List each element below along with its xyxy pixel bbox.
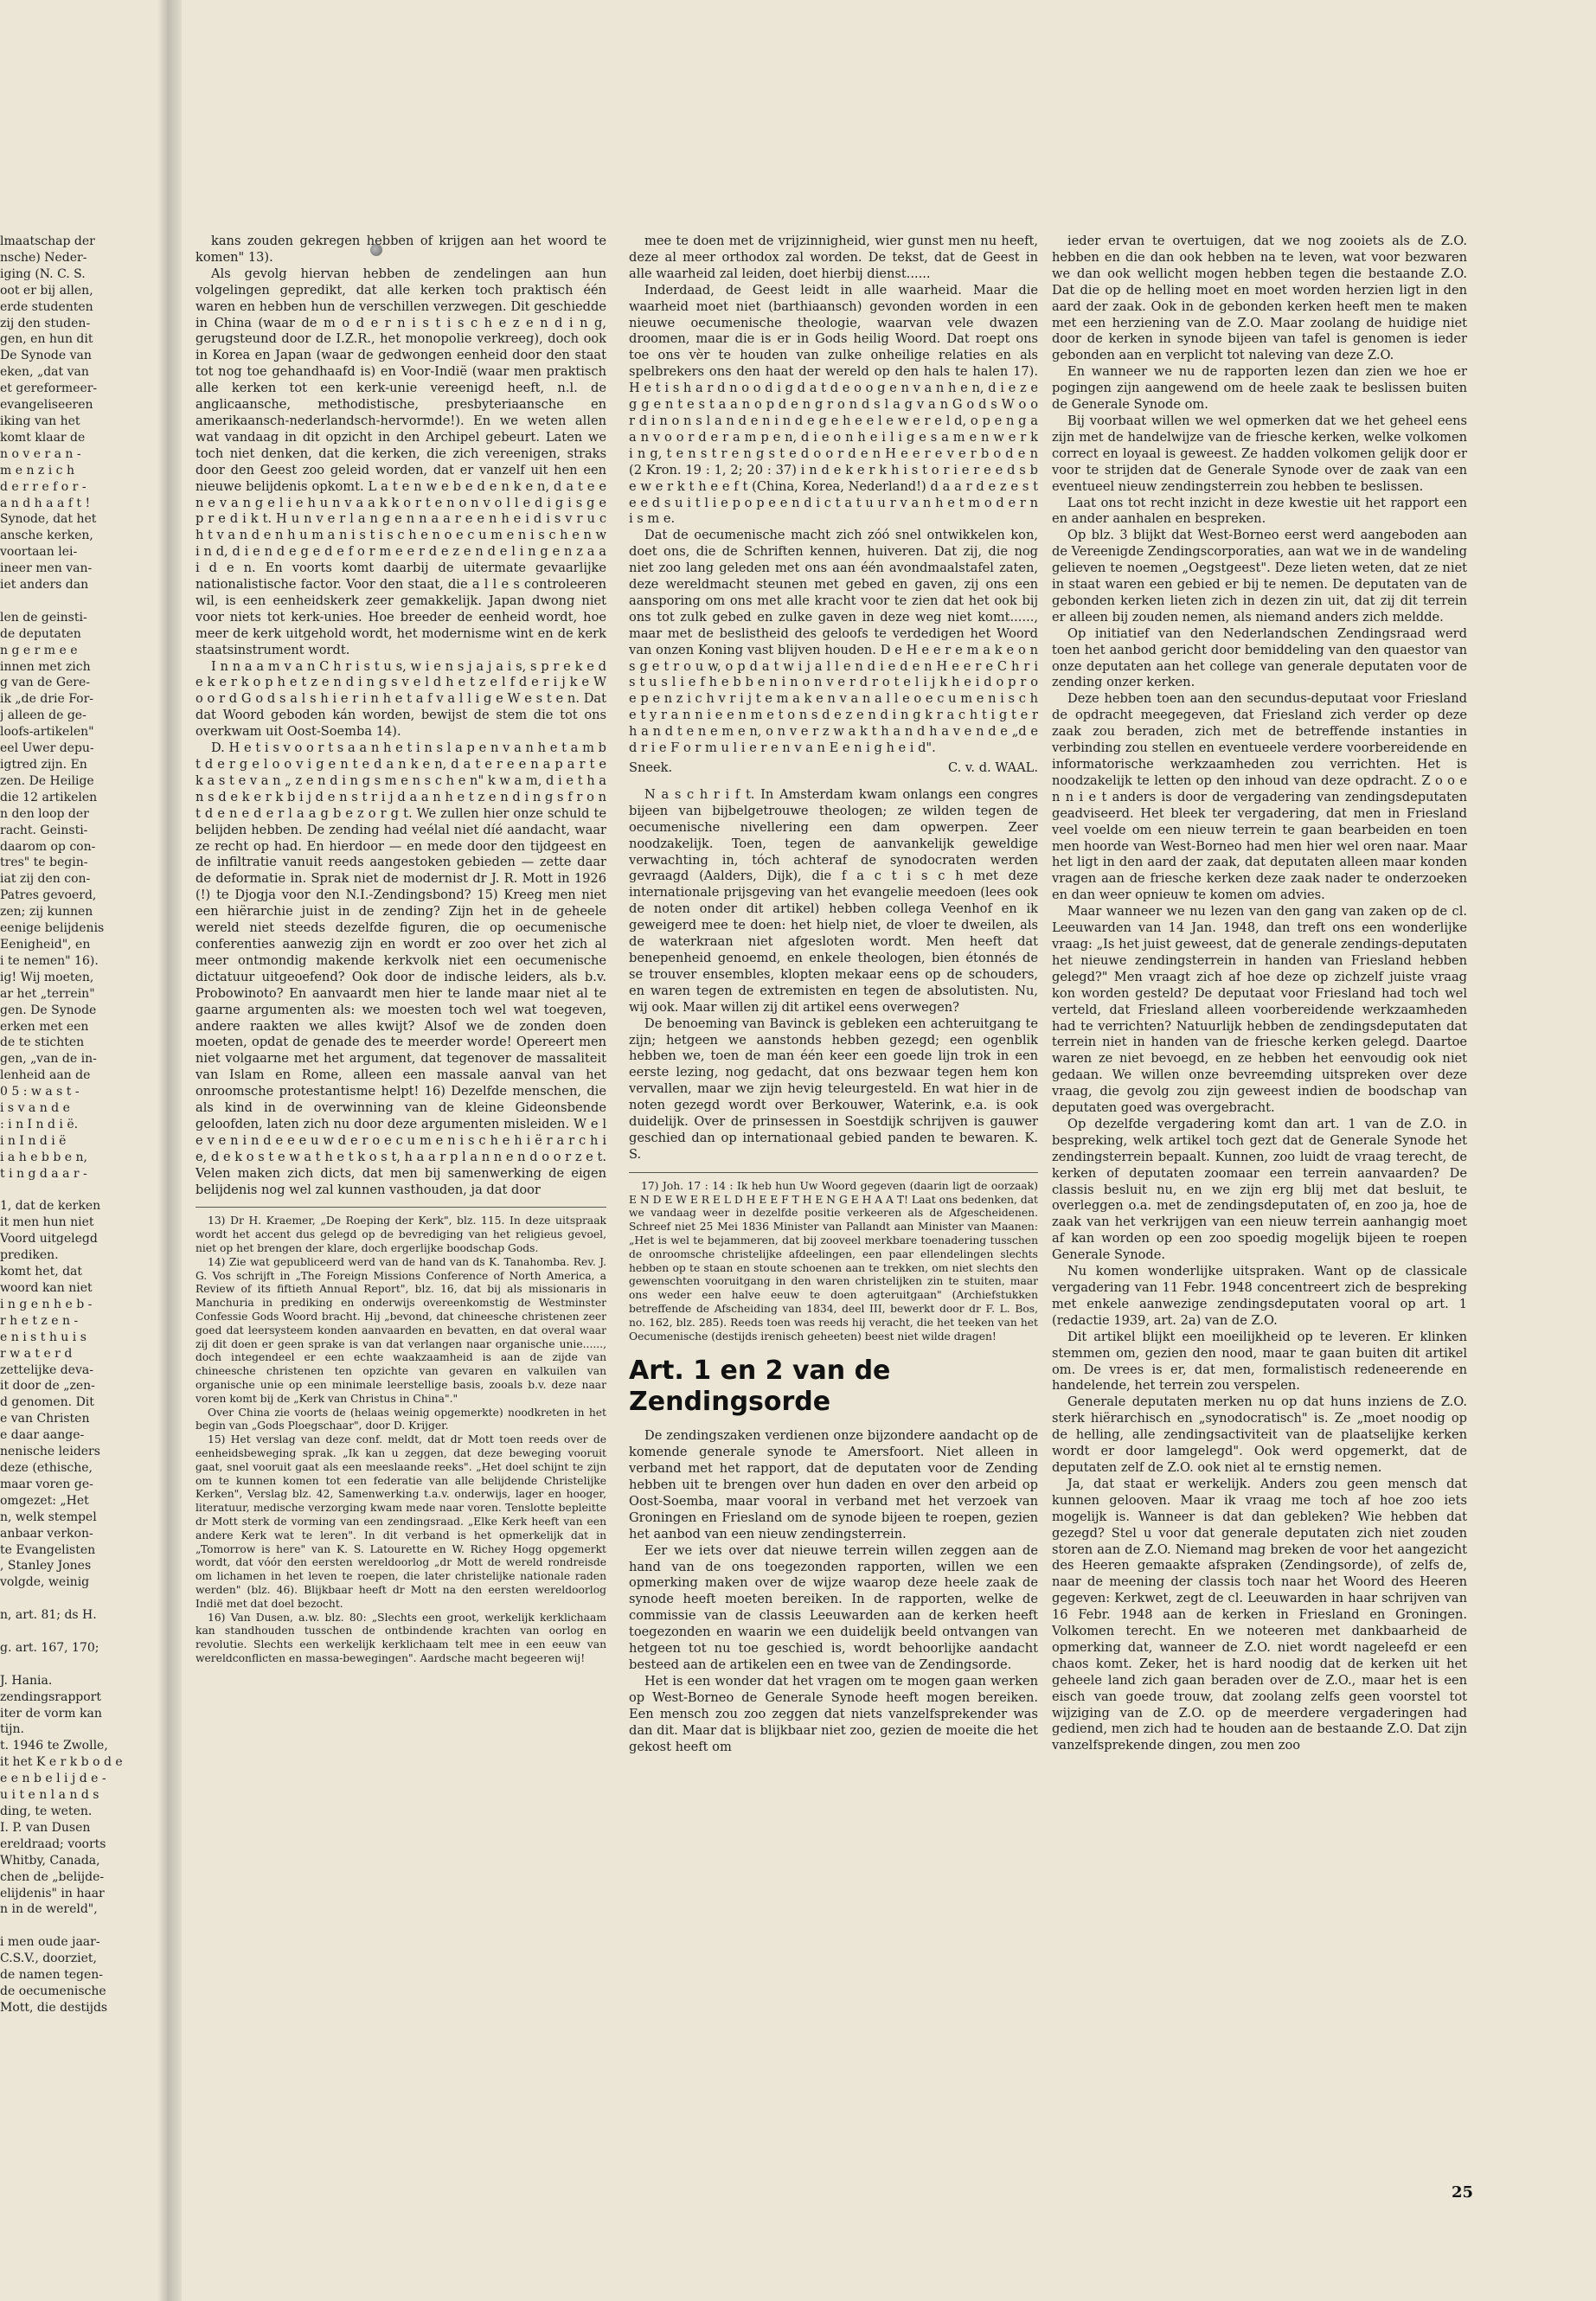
fragment-line: daarom op con- (0, 839, 96, 854)
fragment-line: i s v a n d e (0, 1101, 70, 1116)
fragment-line: ansche kerken, (0, 529, 93, 543)
fragment-line: de te stichten (0, 1035, 85, 1050)
fragment-line: n o v e r a n - (0, 446, 81, 461)
fragment-line: woord kan niet (0, 1281, 93, 1295)
fragment-line: te Evangelisten (0, 1542, 96, 1557)
fragment-line: Patres gevoerd, (0, 888, 97, 903)
fragment-line (0, 1918, 145, 1934)
paragraph: Maar wanneer we nu lezen van den gang van zaken op de cl. Leeuwarden van 14 Jan. 1948, dan treft ons een wonderlijke vraag: „Is het juist geweest, dat de generale zendings-deputaten het nieuwe zendingsterrein in handen van Friesland hebben gelegd?" Men vraagt zich af hoe deze op zichzelf juiste vraag kon worden gesteld? De deputaat voor Friesland had toch wel verteld, dat Friesland alleen voorbereidende werkzaamheden had te verrichten? Natuurlijk hebben de zendingsdeputaten dat terrein niet in handen van de friesche kerken gelegd. Daartoe waren ze niet bevoegd, en ze hebben het eenvoudig ook niet gedaan. We willen onze bevreemding uitspreken over deze vraag, die gevolg zou zijn geweest indien de boodschap van deputaten goed was overgebracht. (1052, 904, 1467, 1116)
paragraph: Dit artikel blijkt een moeilijkheid op te leveren. Er klinken stemmen om, gezien den nood, maar te gaan buiten dit artikel om. De vrees is er, dat men, formalistisch redeneerende en handelende, het terrein zou verspelen. (1052, 1329, 1467, 1394)
paragraph: D. H e t i s v o o r t s a a n h e t i n s l a p e n v a n h e t a m b t d e r g e l o o v i g e n t e d a n k e n, d a t e r e e n a p a r t e k a s t e v a n „ z e n d i n g s m e n s c h e n" k w a m, d i e t h a n s d e k e r k b i j d e n s t r i j d a a n h e t z e n d i n g s f r o n t d e n e d e r l a a g b e z o r g t. We zullen hier onze schuld te belijden hebben. De zending had veélal niet díé aandacht, waar ze recht op had. En hierdoor — en mede door den tijdgeest en de infiltratie vanuit reeds aangestoken gebieden — zette daar de deformatie in. Sprak niet de modernist dr J. R. Mott in 1926 (!) te Djogja voor den N.I.-Zendingsbond? 15) Kreeg men niet een hiërarchie juist in de zending? Zijn het in de geheele wereld niet steeds dezelfde figuren, die op oecumenische conferenties aanwezig zijn en wordt er zoo over het zich al meer ontmondig makende kerkvolk niet een oecumenische dictatuur uitgeoefend? Ook door de indische leiders, als b.v. Probowinoto? En aanvaardt men hier te lande maar niet al te gaarne argumenten als: we moesten toch wel wat toegeven, andere raakten we alles kwijt? Alsof we de zonden doen moeten, opdat de genade des te meerder worde! Opereert men niet volgaarne met het argument, dat tegenover de massaliteit van Islam en Rome, alleen een massale aanval van het onroomsche protestantisme helpt! 16) Dezelfde menschen, die als kind in de overwinning van de kleine Gideonsbende geloofden, laten zich nu door deze argumenten misleiden. W e l e v e n i n d e e e u w d e r o e c u m e n i s c h e h i ë r a r c h i e, d e k o s t e w a t h e t k o s t, h a a r p l a n n e n d o o r z e t. Velen maken zich dicts, dat men bij samenwerking de eigen belijdenis nog wel zal kunnen vasthouden, ja dat door (195, 740, 606, 1197)
fragment-line: it het K e r k b o d e (0, 1755, 123, 1770)
fragment-line: 0 5 : w a s t - (0, 1085, 80, 1099)
fragment-line: de deputaten (0, 626, 81, 641)
fragment-line: a n d h a a f t ! (0, 496, 91, 510)
footnote: 13) Dr H. Kraemer, „De Roeping der Kerk", blz. 115. In deze uitspraak wordt het accent dus gelegd op de bevrediging van het religieus gevoel, niet op het brengen der klare, doch ergerlijke boodschap Gods. (195, 1215, 606, 1255)
fragment-line (0, 593, 145, 610)
fragment-line: eken, „dat van (0, 365, 89, 380)
fragment-line: Mott, die destijds (0, 2000, 108, 2015)
fragment-line: r h e t z e n - (0, 1313, 79, 1328)
fragment-line: racht. Geinsti- (0, 823, 88, 837)
fragment-line: igtred zijn. En (0, 758, 87, 772)
paragraph: Eer we iets over dat nieuwe terrein willen zeggen aan de hand van de ons toegezonden rapporten, willen we een opmerking maken over de wijze waarop deze heele zaak de synode heeft moeten bereiken. In de rapporten, welke de commissie van de classis Leeuwarden aan de kerken heeft toegezonden en waarin we een duidelijk beeld ontvangen van hetgeen tot nu toe geschied is, wordt behoorlijke aandacht besteed aan de artikelen een en twee van de Zendingsorde. (629, 1542, 1038, 1672)
fragment-line: i men oude jaar- (0, 1935, 100, 1950)
signature-place: Sneek. (629, 760, 673, 775)
fragment-line (0, 1624, 145, 1640)
fragment-line: n, welk stempel (0, 1509, 97, 1524)
paragraph: De benoeming van Bavinck is gebleken een achteruitgang te zijn; hetgeen we aanstonds hebben gezegd; een ogenblik hebben we, toen de man één keer een goede lijn trok in een eerste lezing, nog gedacht, dat ons bezwaar tegen hem kon vervallen, maar we zijn hevig teleurgesteld. En wat hier in de noten gezegd wordt over Berkouwer, Waterink, e.a. is ook duidelijk. Over de prinsessen in Soestdijk schrijven is gauwer geschied dan op internationaal gebied panden te bewaren. K. S. (629, 1016, 1038, 1162)
fragment-line: it men hun niet (0, 1215, 94, 1230)
fragment-line: m e n z i c h (0, 463, 74, 478)
fragment-line: tijn. (0, 1722, 24, 1737)
paragraph: ieder ervan te overtuigen, dat we nog zooiets als de Z.O. hebben en die dan ook hebben na te leven, wat voor bezwaren we dan ook wellicht mogen hebben tegen die bestaande Z.O. Dat die op de helling moet en moet worden herzien ligt in den aard der zaak. Ook in de gebonden kerken heeft men te maken met een herziening van de Z.O. Maar zoolang de huidige niet door de kerken in synode bijeen van tafel is genomen is ieder gebonden aan en verplicht tot naleving van deze Z.O. (1052, 234, 1467, 363)
fragment-line: maar voren ge- (0, 1477, 93, 1491)
fragment-line: , Stanley Jones (0, 1559, 92, 1574)
fragment-line: iat zij den con- (0, 872, 91, 887)
fragment-line (0, 1657, 145, 1673)
fragment-line: i n g e n h e b - (0, 1297, 93, 1311)
fragment-line: g van de Gere- (0, 676, 91, 690)
fragment-line: t. 1946 te Zwolle, (0, 1739, 108, 1753)
fragment-line: voortaan lei- (0, 545, 78, 560)
fragment-line: nsche) Neder- (0, 250, 87, 265)
fragment-line: et gereformeer- (0, 381, 98, 396)
fragment-line: n in de wereld", (0, 1902, 98, 1917)
fragment-line: zendingsrapport (0, 1689, 101, 1704)
paragraph: Nu komen wonderlijke uitspraken. Want op de classicale vergadering van 11 Febr. 1948 concentreert zich de bespreking met enkele aanwezige zendingsdeputaten vooral op art. 1 (redactie 1939, art. 2a) van de Z.O. (1052, 1264, 1467, 1328)
fragment-line: d e r r e f o r - (0, 479, 87, 494)
fragment-line: tres" te begin- (0, 856, 88, 870)
fragment-line: gen, „van de in- (0, 1052, 97, 1067)
fragment-line: erde studenten (0, 299, 93, 314)
fragment-line: de oecumenische (0, 1984, 106, 1998)
fragment-line: ereldraad; voorts (0, 1836, 106, 1851)
fragment-line: de namen tegen- (0, 1968, 103, 1983)
paragraph: Laat ons tot recht inzicht in deze kwestie uit het rapport een en ander aanhalen en bespreken. (1052, 495, 1467, 527)
footnote-17: 17) Joh. 17 : 14 : Ik heb hun Uw Woord gegeven (daarin ligt de oorzaak) E N D E W E R E L D H E E F T H E N G E H A A T! Laat ons bedenken, dat we vandaag weer in dezelfde positie verkeeren als de Afgescheidenen. Schreef niet 25 Mei 1836 Minister van Pallandt aan Minister van Maanen: „Het is wel te bejammeren, dat bij zooveel merkbare toenadering tusschen de onroomsche christelijke afdeelingen, een paar ellendelingen slechts hebben op te staan en stoute schoenen aan te trekken, om niet slechts den gewenschten vooruitgang in den waren christelijken zin te stuiten, maar ons weder een halve eeuw te doen agteruitgaan" (Archiefstukken betreffende de Afscheiding van 1834, deel III, bewerkt door dr F. L. Bos, no. 162, blz. 285). Reeds toen was reeds hij veracht, die het teeken van het Oecumenische (destijds irenisch geheeten) beest niet wilde dragen! (629, 1179, 1038, 1343)
page-number: 25 (1452, 2183, 1474, 2202)
paragraph: Dat de oecumenische macht zich zóó snel ontwikkelen kon, doet ons, die de Schriften kennen, huiveren. Dat zij, die nog niet zoo lang geleden met ons aan één avondmaalstafel zaten, deze wereldmacht steunen met gebed en gaven, zij ons een aansporing om ons met alle kracht voor te zien dat het ook bij ons tot zulk gebed en zulke gaven in deze weg niet komt......, maar met de beslistheid des geloofs te verdedigen het Woord van onzen Koning vast blijven houden. D e H e e r e m a k e o n s g e t r o u w, o p d a t w i j a l l e n d i e d e n H e e r e C h r i s t u s l i e f h e b b e n i n o n v e r d r o t e l i j k h e i d o p r o e p e n z i c h v r i j t e m a k e n v a n a l l e o e c u m e n i s c h e t y r a n n i e e n m e t o n s d e z e n d i n g k r a c h t i g t e r h a n d t e n e m e n, o n v e r z w a k t h a n d h a v e n d e „d e d r i e F o r m u l i e r e n v a n E e n i g h e i d". (629, 528, 1038, 756)
fragment-line: ding, te weten. (0, 1804, 93, 1818)
fragment-line: u i t e n l a n d s (0, 1788, 99, 1803)
page-fold-shadow (157, 0, 182, 2301)
fragment-line: De Synode van (0, 349, 92, 363)
column-3 (1052, 234, 1467, 1754)
fragment-line: komt het, dat (0, 1265, 83, 1279)
fragment-line: zij den studen- (0, 316, 91, 330)
fragment-line: len de geinsti- (0, 610, 87, 625)
fragment-line: : i n I n d i ë. (0, 1117, 79, 1131)
article-body (629, 1428, 1038, 1755)
column-1-body (195, 234, 606, 1198)
paragraph: I n n a a m v a n C h r i s t u s, w i e n s j a j a i s, s p r e k e d e k e r k o p h e t z e n d i n g s v e l d h e t z e l f d e r i j k e W o o r d G o d s a l s h i e r i n h e t a f v a l l i g e W e s t e n. Dat dat Woord geboden kán worden, bewijst de stem die tot ons overkwam uit Oost-Soemba 14). (195, 658, 606, 740)
column-2-body (629, 234, 1038, 757)
fragment-line: oot er bij allen, (0, 283, 93, 298)
fragment-line: die 12 artikelen (0, 790, 98, 804)
fragment-line: eenige belijdenis (0, 921, 105, 936)
paragraph: Het is een wonder dat het vragen om te mogen gaan werken op West-Borneo de Generale Synode heeft mogen bereiken. Een mensch zou zoo zeggen dat niets vanzelfsprekender was dan dit. Maar dat is blijkbaar niet zoo, gezien de moeite die het gekost heeft om (629, 1673, 1038, 1754)
fragment-line: ik „de drie For- (0, 692, 94, 707)
fragment-line: ineer men van- (0, 561, 93, 576)
fragment-line: zen. De Heilige (0, 773, 94, 788)
fragment-line: e van Christen (0, 1412, 90, 1426)
fragment-line: lmaatschap der (0, 234, 95, 248)
fragment-line: n, art. 81; ds H. (0, 1608, 97, 1623)
fragment-line: Whitby, Canada, (0, 1853, 100, 1868)
fragment-line: omgezet: „Het (0, 1493, 89, 1508)
fragment-line (0, 1183, 145, 1199)
fragment-line: volgde, weinig (0, 1575, 90, 1590)
naschrift (629, 787, 1038, 1163)
fragment-line: Voord uitgelegd (0, 1232, 98, 1247)
fragment-line: iging (N. C. S. (0, 266, 86, 281)
fragment-line: gen, en hun dit (0, 332, 93, 347)
fragment-line: n den loop der (0, 806, 89, 821)
column-2-footnote (629, 1172, 1038, 1344)
fragment-line: deze (ethische, (0, 1460, 93, 1475)
footnote: Over China zie voorts de (helaas weinig opgemerkte) noodkreten in het begin van „Gods Ploegschaar", door D. Krijger. (195, 1406, 606, 1433)
fragment-line: elijdenis" in haar (0, 1886, 105, 1900)
fragment-line: it door de „zen- (0, 1379, 95, 1394)
fragment-line: i te nemen" 16). (0, 953, 99, 968)
fragment-line: iter de vorm kan (0, 1706, 102, 1721)
fragment-line: e e n b e l i j d e - (0, 1772, 106, 1786)
fragment-line: I. P. van Dusen (0, 1820, 91, 1835)
paragraph: N a s c h r i f t. In Amsterdam kwam onlangs een congres bijeen van bijbelgetrouwe theologen; ze wilden tegen de oecumenische nivellering een dam opwerpen. Zeer noodzakelijk. Toen, tegen de aanvankelijk geweldige verwachting in, tóch achteraf de synodocraten werden gevraagd (Aalders, Dijk), die f a c t i s c h met deze internationale prijsgeving van het evangelie meedoen (lees ook de noten onder dit artikel) hebben collega Veenhof en ik geweigerd mee te doen: het hielp niet, de vloer te dweilen, als de waterkraan niet afgesloten wordt. Men heeft dat benepenheid genoemd, en enkele theologen, bien étonnés de se trouver ensembles, klopten mekaar eens op de schouders, en waren tegen de extremisten en tegen de absolutisten. Nu, wij ook. Maar willen zij dit artikel eens overwegen? (629, 786, 1038, 1015)
column-2 (629, 234, 1038, 1755)
fragment-line: prediken. (0, 1248, 59, 1263)
fragment-line: loofs-artikelen" (0, 725, 94, 740)
fragment-line: i n I n d i ë (0, 1133, 67, 1148)
fragment-line: lenheid aan de (0, 1068, 91, 1083)
paragraph: Als gevolg hiervan hebben de zendelingen aan hun volgelingen gepredikt, dat alle kerken toch praktisch één waren en hebben hun de verschillen verzwegen. Dit geschiedde in China (waar de m o d e r n i s t i s c h e z e n d i n g, gerugsteund door de I.Z.R., het monopolie verkreeg), doch ook in Korea en Japan (waar de gedwongen eenheid door den staat tot nog toe gehandhaafd is) en Voor-Indië (waar men praktisch alle kerken tot een kerk-unie vereenigd heeft, n.l. de anglicaansche, methodistische, presbyteriaansche en amerikaansch-nederlandsch-hervormde!). En we weten allen wat vandaag in dit opzicht in den Archipel gebeurt. Laten we toch niet denken, dat die kerken, die zich vereenigen, straks door den Geest zoo geleid worden, dat er vanzelf uit hen een nieuwe belijdenis opkomt. L a t e n w e b e d e n k e n, d a t e e n e v a n g e l i e h u n v a a k k o r t e n o n v o l l e d i g i s g e p r e d i k t. H u n v e r l a n g e n n a a r e e n h e i d i s v r u c h t v a n d e n h u m a n i s t i s c h e n o e c u m e n i s c h e n w i n d, d i e n d e g e d e f o r m e e r d e z e n d e l i n g e n z a a i d e n. En voorts komt daarbij de uitermate gevaarlijke nationalistische factor. Voor den staat, die a l l e s controleeren wil, is een eenheidskerk zeer gemakkelijk. Japan dwong niet voor niets tot kerk-unies. Hoe breeder de eenheid wordt, hoe meer de kerk uitgehold wordt, het modernisme wint en de kerk staatsinstrument wordt. (195, 266, 606, 657)
fragment-line: iking van het (0, 413, 80, 428)
paragraph: Op blz. 3 blijkt dat West-Borneo eerst werd aangeboden aan de Vereenigde Zendingscorporaties, aan wat we in de wandeling gelieven te noemen „Oegstgeest". Deze lieten weten, dat ze niet in staat waren een gebied er bij te nemen. De deputaten van de gebonden kerken lieten zich in dezen zin uit, dat zij dit terrein er alleen bij zouden nemen, als niemand anders zich meldde. (1052, 528, 1467, 625)
fragment-line: g. art. 167, 170; (0, 1640, 99, 1655)
fragment-line: J. Hania. (0, 1673, 53, 1688)
paragraph: Deze hebben toen aan den secundus-deputaat voor Friesland de opdracht meegegeven, dat Friesland zich verder op deze zaak zou beraden, zich met de betreffende instanties in verbinding zou stellen en eventueele verdere voorbereidende en informatorische werkzaamheden zou verrichten. Het is noodzakelijk te letten op den inhoud van deze opdracht. Z o o e n n i e t anders is door de vergadering van zendingsdeputaten geadviseerd. Het bleek ter vergadering, dat men in Friesland veel voelde om een nieuw terrein te gaan bearbeiden en toen men hoorde van West-Borneo had men hier wel oren naar. Maar het ligt in den aard der zaak, dat deputaten alleen maar konden vragen aan de friesche kerken deze zaak nader te onderzoeken en dan weer opnieuw te komen om advies. (1052, 691, 1467, 903)
column-1-footnotes (195, 1207, 606, 1665)
fragment-line: 1, dat de kerken (0, 1199, 101, 1214)
footnote: 16) Van Dusen, a.w. blz. 80: „Slechts een groot, werkelijk kerklichaam kan standhouden tusschen de ontbindende krachten van oorlog en revolutie. Slechts een werkelijk kerklichaam telt mee in een eeuw van wereldconflicten en massa-bewegingen". Aardsche macht begeeren wij! (195, 1611, 606, 1664)
fragment-line: Eenigheid", en (0, 937, 91, 952)
paragraph: En wanneer we nu de rapporten lezen dan zien we hoe er pogingen zijn aangewend om de heele zaak te beslissen buiten de Generale Synode om. (1052, 364, 1467, 413)
fragment-line: ar het „terrein" (0, 986, 95, 1001)
fragment-line: e n i s t h u i s (0, 1330, 87, 1344)
fragment-line: ig! Wij moeten, (0, 970, 94, 984)
paragraph: kans zouden gekregen hebben of krijgen aan het woord te komen" 13). (195, 234, 606, 265)
fragment-line: erken met een (0, 1019, 89, 1034)
fragment-line: Synode, dat het (0, 512, 97, 527)
fragment-line: r w a t e r d (0, 1346, 73, 1361)
fragment-line: t i n g d a a r - (0, 1166, 87, 1181)
fragment-line: n g e r m e e (0, 643, 78, 657)
footnote: 15) Het verslag van deze conf. meldt, dat dr Mott toen reeds over de eenheidsbeweging sprak. „Ik kan u zeggen, dat deze beweging vooruit gaat, snel vooruit gaat als een meeslaande reeks". „Het doel schijnt te zijn om te kunnen komen tot een federatie van alle belijdende Christelijke Kerken", Verslag blz. 42, Samenwerking t.a.v. onderwijs, lager en hooger, literatuur, medische verzorging kwam mede naar voren. Tenslotte bepleitte dr Mott sterk de vorming van een zendingsraad. „Elke Kerk heeft van een andere Kerk wat te leren". In dit verband is het opmerkelijk dat in „Tomorrow is here" van K. S. Latourette en W. Richey Hogg opgemerkt wordt, dat vóór den eersten wereldoorlog „dr Mott de wereld rondreisde om lichamen in het leven te roepen, die later christelijke nationale raden werden" (blz. 46). Blijkbaar heeft dr Mott na den eersten wereldoorlog Indië met dat doel bezocht. (195, 1433, 606, 1610)
fragment-line: innen met zich (0, 659, 91, 674)
fragment-line: zen; zij kunnen (0, 905, 93, 920)
paragraph: Inderdaad, de Geest leidt in alle waarheid. Maar die waarheid moet niet (barthiaansch) gevonden worden in een nieuwe oecumenische theologie, waarvan vele dwazen droomen, maar die is er in Gods heilig Woord. Dat roept ons toe ons vèr te houden van zulke onheilige relaties en als spelbrekers ons den haat der wereld op den hals te halen 17). H e t i s h a r d n o o d i g d a t d e o o g e n v a n h e n, d i e z e g g e n t e s t a a n o p d e n g r o n d s l a g v a n G o d s W o o r d i n o n s l a n d e n i n d e g e h e e l e w e r e l d, o p e n g a a n v o o r d e r a m p e n, d i e o n h e i l i g e s a m e n w e r k i n g, t e n s t r e n g s t e d o o r d e n H e e r e v e r b o d e n (2 Kron. 19 : 1, 2; 20 : 37) i n d e k e r k h i s t o r i e r e e d s b e w e r k t h e e f t (China, Korea, Nederland!) d a a r d e z e s t e e d s u i t l i e p o p e e n d i c t a t u u r v a n h e t m o d e r n i s m e. (629, 282, 1038, 527)
fragment-line: eel Uwer depu- (0, 741, 94, 756)
column-1 (195, 234, 606, 1666)
fragment-line: i a h e b b e n, (0, 1150, 87, 1164)
signature-author: C. v. d. WAAL. (947, 760, 1038, 775)
fragment-line: chen de „belijde- (0, 1869, 105, 1884)
fragment-line: anbaar verkon- (0, 1526, 93, 1541)
paragraph: De zendingszaken verdienen onze bijzondere aandacht op de komende generale synode te Amersfoort. Niet alleen in verband met het rapport, dat de deputaten voor de Zending hebben uit te brengen over hun daden en over den arbeid op Oost-Soemba, maar vooral in verband met het verzoek van Groningen en Friesland om de synode bijeen te roepen, gezien het aanbod van een nieuw zendingsterrein. (629, 1428, 1038, 1541)
fragment-line: komt klaar de (0, 430, 86, 445)
fragment-line: e daar aange- (0, 1428, 85, 1443)
fragment-line: nenische leiders (0, 1445, 100, 1459)
paragraph: Ja, dat staat er werkelijk. Anders zou geen mensch dat kunnen gelooven. Maar ik vraag me toch af hoe zoo iets mogelijk is. Wanneer is dat dan gebleken? Wie hebben dat gezegd? Stel u voor dat generale deputaten zich niet zouden storen aan de Z.O. Niemand mag breken de voor het aangezicht des Heeren gemaakte afspraken (Zendingsorde), of zelfs de, naar de meening der classis toch naar het Woord des Heeren gegeven: Kerkwet, zegt de cl. Leeuwarden in haar schrijven van 16 Febr. 1948 aan de kerken in Friesland en Groningen. Volkomen terecht. En we noteeren met dankbaarheid de opmerking dat, wanneer de Z.O. niet wordt nageleefd er een chaos komt. Zeker, het is hard noodig dat de kerken uit het geheele land zich gaan beraden over de Z.O., maar het is een eisch van goede trouw, dat zoolang zelfs geen voorstel tot wijziging van de Z.O. op de meerdere vergaderingen had gediend, men zich had te houden aan de bestaande Z.O. Dat zijn vanzelfsprekende dingen, zou men zoo (1052, 1476, 1467, 1753)
signature-line (629, 760, 1038, 777)
fragment-line: zettelijke deva- (0, 1362, 93, 1377)
paragraph: Bij voorbaat willen we wel opmerken dat we het geheel eens zijn met de handelwijze van de friesche kerken, welke volkomen correct en loyaal is geweest. Ze hadden volkomen gelijk door er voor te strijden dat de Generale Synode over de zaak van een eventueel nieuw zendingsterrein zou hebben te beslissen. (1052, 413, 1467, 494)
fragment-line (0, 1591, 145, 1607)
paragraph: mee te doen met de vrijzinnigheid, wier gunst men nu heeft, deze al meer orthodox zal worden. De tekst, dat de Geest in alle waarheid zal leiden, doet hierbij dienst...... (629, 234, 1038, 281)
paragraph: Op dezelfde vergadering komt dan art. 1 van de Z.O. in bespreking, welk artikel toch gezt dat de Generale Synode het zendingsterrein bepaalt. Kunnen, zoo luidt de vraag terecht, de kerken of deputaten zoomaar een terrein aanvaarden? De classis besluit nu, en we zijn erg blij met dat besluit, te overleggen o.a. met de zendingsdeputaten of, en zoo ja, hoe de zaak van het verkrijgen van een nieuw terrein aanhangig moet af kan worden op een zoo spoedig mogelijk bijeen te roepen Generale Synode. (1052, 1116, 1467, 1263)
footnote: 14) Zie wat gepubliceerd werd van de hand van ds K. Tanahomba. Rev. J. G. Vos schrijft in „The Foreign Missions Conference of North America, a Review of its fiftieth Annual Report", blz. 16, dat bij als missionaris in Manchuria in prediking en onderwijs overeenkomstig de Westminster Confessie Gods Woord bracht. Hij „bevond, dat chineesche christenen zeer goed dat leersysteem konden aanvaarden en bevatten, en dat overal waar zij dit doen er geen sprake is van dat verlangen naar organische unie......, doch integendeel er een echte waakzaamheid is aan de zijde van chineesche christenen ten opzichte van gevaren en valkuilen van organische unie op een minimale leerstellige basis, zooals b.v. deze naar voren komt bij de „Kerk van Christus in China"." (195, 1255, 606, 1405)
fragment-line: C.S.V., doorziet, (0, 1952, 97, 1966)
fragment-line: iet anders dan (0, 578, 89, 593)
article-heading: Art. 1 en 2 van de Zendingsorde (629, 1356, 891, 1418)
paragraph: Generale deputaten merken nu op dat huns inziens de Z.O. sterk hiërarchisch en „synodocratisch" is. Ze „moet noodig op de helling, alle zendingsactiviteit van de plaatselijke kerken wordt er door lamgelegd". Ook werd opgemerkt, dat de deputaten zelf de Z.O. ook niet al te ernstig nemen. (1052, 1394, 1467, 1475)
fragment-line: evangeliseeren (0, 398, 93, 413)
paragraph: Op initiatief van den Nederlandschen Zendingsraad werd toen het aanbod gericht door bemiddeling van den quaestor van onze deputaten aan het college van generale deputaten voor de zending onzer kerken. (1052, 625, 1467, 690)
fragment-line: gen. De Synode (0, 1003, 97, 1017)
column-left-fragment (0, 234, 145, 2016)
fragment-line: d genomen. Dit (0, 1395, 94, 1410)
fragment-line: j alleen de ge- (0, 708, 87, 723)
